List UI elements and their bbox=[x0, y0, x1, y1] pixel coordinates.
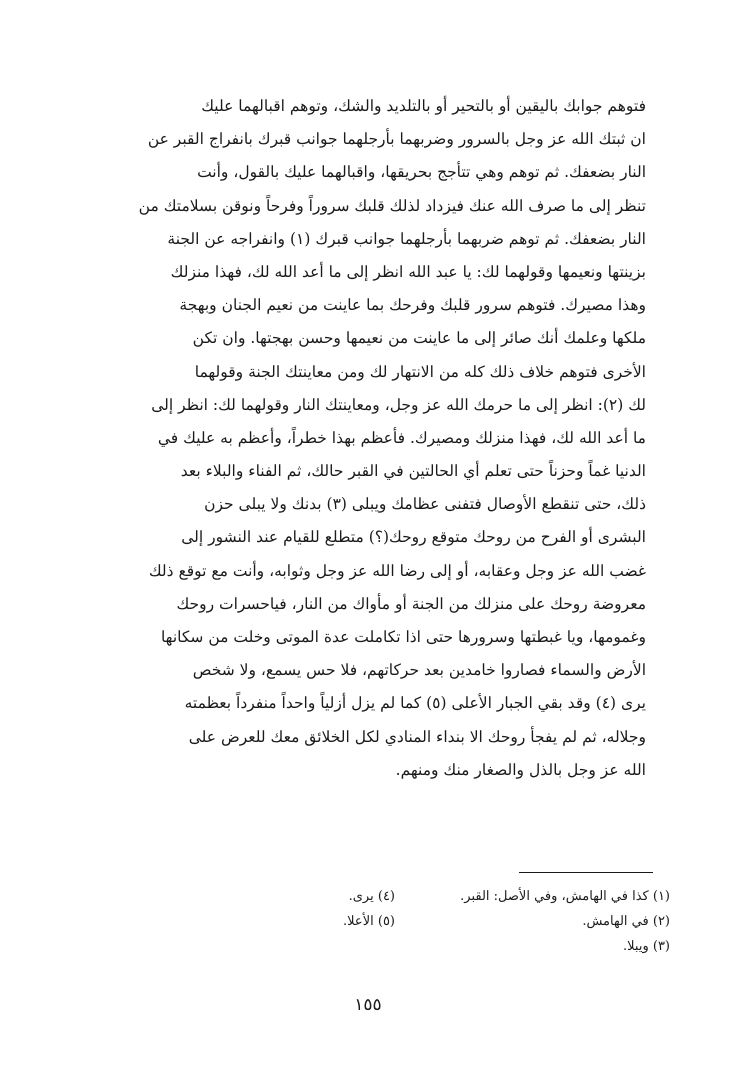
text-line: الدنيا غماً وحزناً حتى تعلم أي الحالتين في القبر حالك، ثم الفناء والبلاء بعد bbox=[180, 462, 646, 481]
text-line: الأرض والسماء فصاروا خامدين بعد حركاتهم، فلا حس يسمع، ولا شخص bbox=[192, 661, 646, 680]
text-line: ان ثبتك الله عز وجل بالسرور وضربهما بأرجلهما جوانب قبرك بانفراج القبر عن bbox=[147, 130, 646, 149]
text-line: البشرى أو الفرح من روحك متوقع روحك(؟) متطلع للقيام عند النشور إلى bbox=[181, 528, 646, 547]
text-line: بزينتها ونعيمها وقولهما لك: يا عبد الله انظر إلى ما أعد الله لك، فهذا منزلك bbox=[170, 262, 646, 281]
footnote-4: (٤) يرى. bbox=[348, 889, 395, 904]
text-line: تنظر إلى ما صرف الله عنك فيزداد لذلك قلبك سروراً وفرحاً ونوقن بسلامتك من bbox=[138, 196, 646, 215]
text-line: ذلك، حتى تنقطع الأوصال فتفنى عظامك ويبلى (٣) بدنك ولا يبلى حزن bbox=[204, 495, 646, 514]
text-line: الأخرى فتوهم خلاف ذلك كله من الانتهار لك ومن معاينتك الجنة وقولهما bbox=[194, 362, 646, 381]
text-line: ملكها وعلمك أنك صائر إلى ما عاينت من نعيمها وحسن بهجتها. وان تكن bbox=[192, 329, 646, 348]
text-line: وهذا مصيرك. فتوهم سرور قلبك وفرحك بما عاينت من نعيم الجنان وبهجة bbox=[179, 296, 646, 315]
footnote-2: (٢) في الهامش. bbox=[582, 914, 670, 929]
text-line: وجلاله، ثم لم يفجأ روحك الا بنداء المنادي لكل الخلائق معك للعرض على bbox=[188, 727, 646, 746]
text-line: غضب الله عز وجل وعقابه، أو إلى رضا الله عز وجل وثوابه، وأنت مع توقع ذلك bbox=[148, 561, 646, 580]
footnote-5: (٥) الأعلا. bbox=[343, 914, 395, 929]
footnote-1: (١) كذا في الهامش، وفي الأصل: القبر. bbox=[460, 889, 670, 904]
text-line: يرى (٤) وقد بقي الجبار الأعلى (٥) كما لم يزل أزلياً واحداً منفرداً بعظمته bbox=[184, 694, 646, 713]
footnote-3: (٣) ويبلا. bbox=[623, 939, 670, 954]
text-line: النار بضعفك. ثم توهم ضربهما بأرجلهما جوانب قبرك (١) وانفراجه عن الجنة bbox=[167, 229, 646, 248]
text-line: ما أعد الله لك، فهذا منزلك ومصيرك. فأعظم بهذا خطراً، وأعظم به عليك في bbox=[157, 428, 646, 447]
text-line: وغمومها، ويا غبطتها وسرورها حتى اذا تكاملت عدة الموتى وخلت من سكانها bbox=[160, 628, 646, 646]
main-text bbox=[96, 90, 646, 787]
text-line: لك (٢): انظر إلى ما حرمك الله عز وجل، ومعاينتك النار وقولهما لك: انظر إلى bbox=[151, 395, 646, 414]
text-line: الله عز وجل بالذل والصغار منك ومنهم. bbox=[395, 760, 646, 779]
page-number: ١٥٥ bbox=[354, 995, 382, 1015]
text-line: فتوهم جوابك باليقين أو بالتحير أو بالتلديد والشك، وتوهم اقبالهما عليك bbox=[201, 97, 646, 115]
text-line: معروضة روحك على منزلك من الجنة أو مأواك من النار، فياحسرات روحك bbox=[176, 594, 646, 613]
text-line: النار بضعفك. ثم توهم وهي تتأجج بحريقها، واقبالهما عليك بالقول، وأنت bbox=[197, 163, 646, 182]
footnote-divider bbox=[519, 872, 653, 873]
